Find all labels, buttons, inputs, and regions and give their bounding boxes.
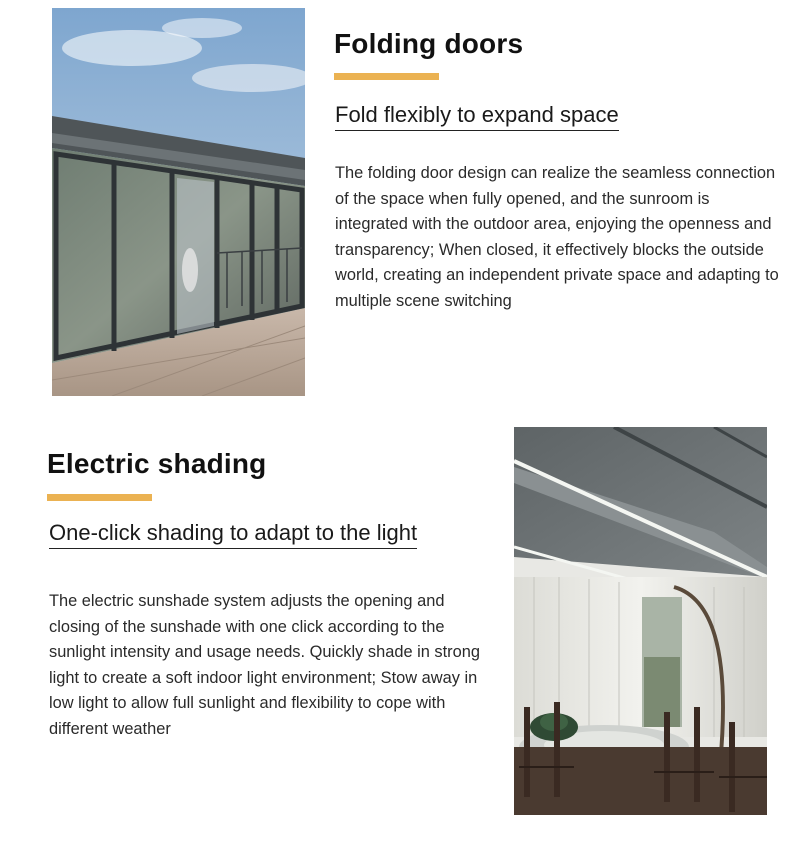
accent-bar (334, 73, 439, 80)
section-title: Electric shading (47, 448, 267, 479)
section-title: Folding doors (334, 28, 524, 59)
section-body-text: The electric sunshade system adjusts the opening and closing of the sunshade with one click according to the sunlight intensity and usage needs. Quickly shade in strong light to create a soft indoor light environment; Stow away in low light to allow full sunlight and flexibility to cope with different weather (49, 592, 480, 738)
accent-bar (47, 494, 152, 501)
electric-shading-photo (514, 427, 767, 815)
section-subtitle: One-click shading to adapt to the light (49, 520, 417, 549)
section-body-text: The folding door design can realize the seamless connection of the space when fully opened, and the sunroom is integrated with the outdoor area, enjoying the openness and transparency; When closed, it effectively blocks the outside world, creating an independent private space and adapting to multiple scene switching (335, 164, 779, 310)
folding-doors-photo (52, 8, 305, 396)
section-subtitle: Fold flexibly to expand space (335, 102, 619, 131)
